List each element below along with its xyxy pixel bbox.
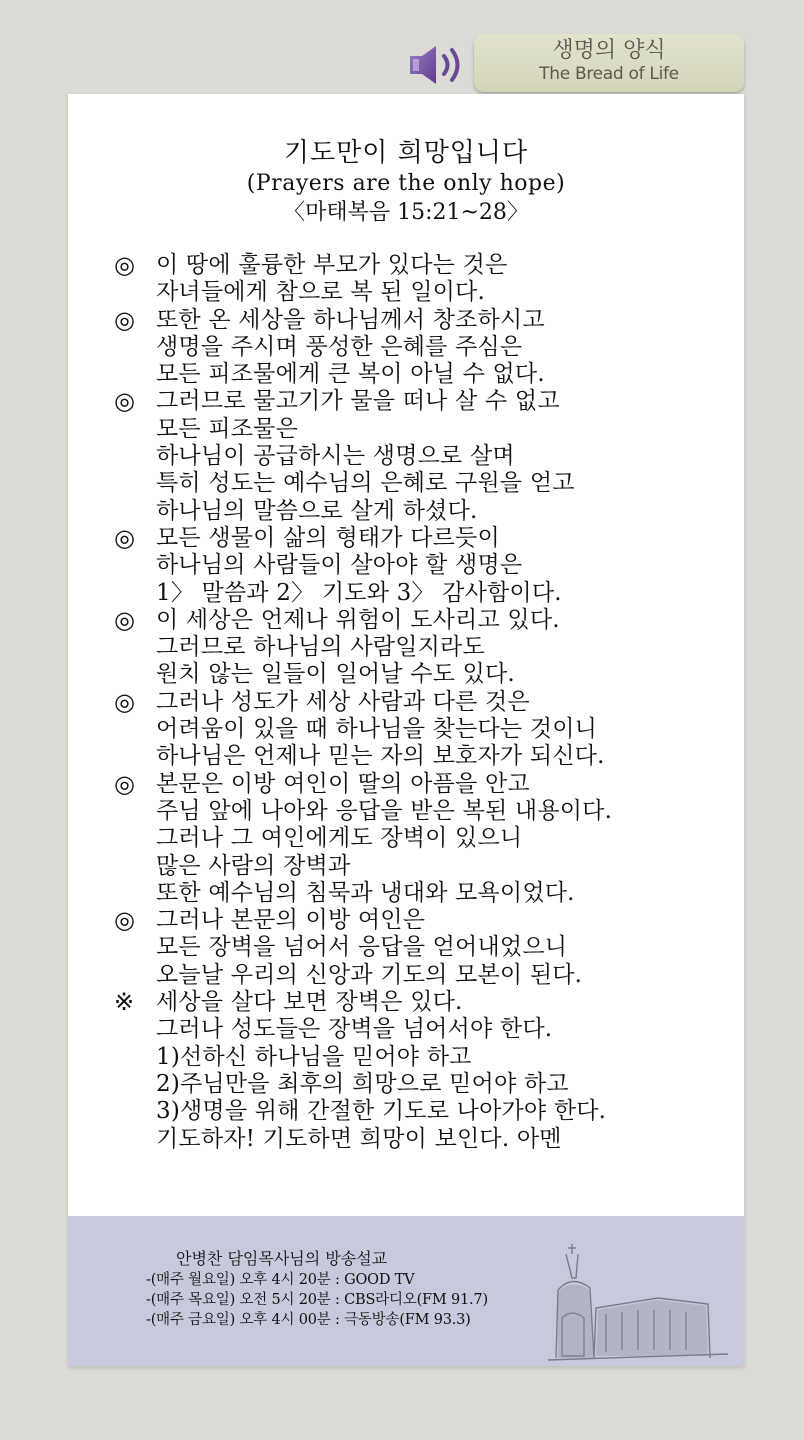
brand-title-en: The Bread of Life [539,64,679,84]
sermon-line: 이 세상은 언제나 위험이 도사리고 있다. [156,606,560,633]
sermon-line: 원치 않는 일들이 일어날 수도 있다. [156,661,515,688]
broadcast-footer [68,1216,744,1366]
sermon-line: 1〉 말씀과 2〉 기도와 3〉 감사함이다. [156,579,562,606]
broadcast-title: 안병찬 담임목사님의 방송설교 [176,1249,388,1268]
bullet-symbol: ◎ [114,769,135,798]
brand-badge [474,34,744,92]
sermon-line: 그러나 본문의 이방 여인은 [156,907,426,934]
sermon-line: 3)생명을 위해 간절한 기도로 나아가야 한다. [156,1098,607,1125]
sermon-line: 모든 장벽을 넘어서 응답을 얻어내었으니 [156,934,568,961]
sermon-point [114,771,734,907]
scripture-reference: 〈마태복음 15:21~28〉 [283,200,529,225]
sermon-line: 이 땅에 훌륭한 부모가 있다는 것은 [156,252,508,278]
sermon-line: 오늘날 우리의 신앙과 기도의 모본이 된다. [156,961,583,988]
sermon-point [114,607,734,689]
sermon-line: 자녀들에게 참으로 복 된 일이다. [156,279,485,306]
sermon-point [114,689,734,771]
sermon-line: 2)주님만을 최후의 희망으로 믿어야 하고 [156,1070,569,1097]
sermon-line: 그러나 그 여인에게도 장벽이 있으니 [156,825,523,852]
sermon-line: 또한 예수님의 침묵과 냉대와 모욕이었다. [156,879,575,906]
sermon-line: 주님 앞에 나아와 응답을 받은 복된 내용이다. [156,797,613,824]
bullet-symbol: ◎ [114,305,135,334]
sermon-line: 많은 사람의 장벽과 [156,852,351,879]
schedule-line: -(매주 금요일) 오후 4시 00분 : 극동방송(FM 93.3) [146,1312,471,1328]
sermon-heading [68,136,744,228]
sermon-line: 하나님이 공급하시는 생명으로 살며 [156,443,515,470]
church-illustration [538,1238,738,1366]
schedule-line: -(매주 월요일) 오후 4시 20분 : GOOD TV [146,1272,415,1288]
sermon-line: 그러므로 하나님의 사람일지라도 [156,634,485,661]
sermon-line: 그러므로 물고기가 물을 떠나 살 수 없고 [156,388,560,415]
bullet-symbol: ◎ [114,523,135,552]
bullet-symbol: ◎ [114,906,135,935]
sermon-line: 1)선하신 하나님을 믿어야 하고 [156,1043,472,1070]
sermon-line: 하나님의 말씀으로 살게 하셨다. [156,497,478,524]
sermon-line: 하나님의 사람들이 살아야 할 생명은 [156,552,523,579]
sermon-line: 어려움이 있을 때 하나님을 찾는다는 것이니 [156,716,598,743]
sermon-line: 기도하자! 기도하면 희망이 보인다. 아멘 [156,1125,562,1152]
sermon-line: 생명을 주시며 풍성한 은혜를 주심은 [156,333,523,360]
bullet-symbol: ※ [114,988,135,1017]
sermon-point [114,907,734,989]
bullet-symbol: ◎ [114,687,135,716]
sermon-point [114,252,734,307]
speaker-icon[interactable] [404,42,468,88]
sermon-line: 모든 피조물에게 큰 복이 아닐 수 없다. [156,361,545,388]
sermon-title: 기도만이 희망입니다 [283,138,529,168]
sermon-line: 그러나 성도들은 장벽을 넘어서야 한다. [156,1016,553,1043]
schedule-line: -(매주 목요일) 오전 5시 20분 : CBS라디오(FM 91.7) [146,1292,488,1308]
sermon-line: 하나님은 언제나 믿는 자의 보호자가 되신다. [156,743,605,770]
sermon-line: 본문은 이방 여인이 딸의 아픔을 안고 [156,770,530,797]
bullet-symbol: ◎ [114,387,135,416]
sermon-line: 또한 온 세상을 하나님께서 창조하시고 [156,306,545,333]
sermon-point [114,989,734,1153]
sermon-line: 그러나 성도가 세상 사람과 다른 것은 [156,688,530,715]
sermon-line: 특히 성도는 예수님의 은혜로 구원을 얻고 [156,470,575,497]
sermon-line: 모든 생물이 삶의 형태가 다르듯이 [156,524,500,551]
sermon-card [68,94,744,1366]
bullet-symbol: ◎ [114,605,135,634]
sermon-point [114,307,734,389]
sermon-line: 모든 피조물은 [156,415,299,442]
sermon-point [114,388,734,524]
sermon-line: 세상을 살다 보면 장벽은 있다. [156,989,463,1016]
broadcast-schedule [146,1270,488,1330]
sermon-points [114,252,734,1153]
sermon-title-english: (Prayers are the only hope) [246,171,566,196]
brand-title-ko: 생명의 양식 [552,38,666,63]
sermon-point [114,525,734,607]
bullet-symbol: ◎ [114,251,135,279]
